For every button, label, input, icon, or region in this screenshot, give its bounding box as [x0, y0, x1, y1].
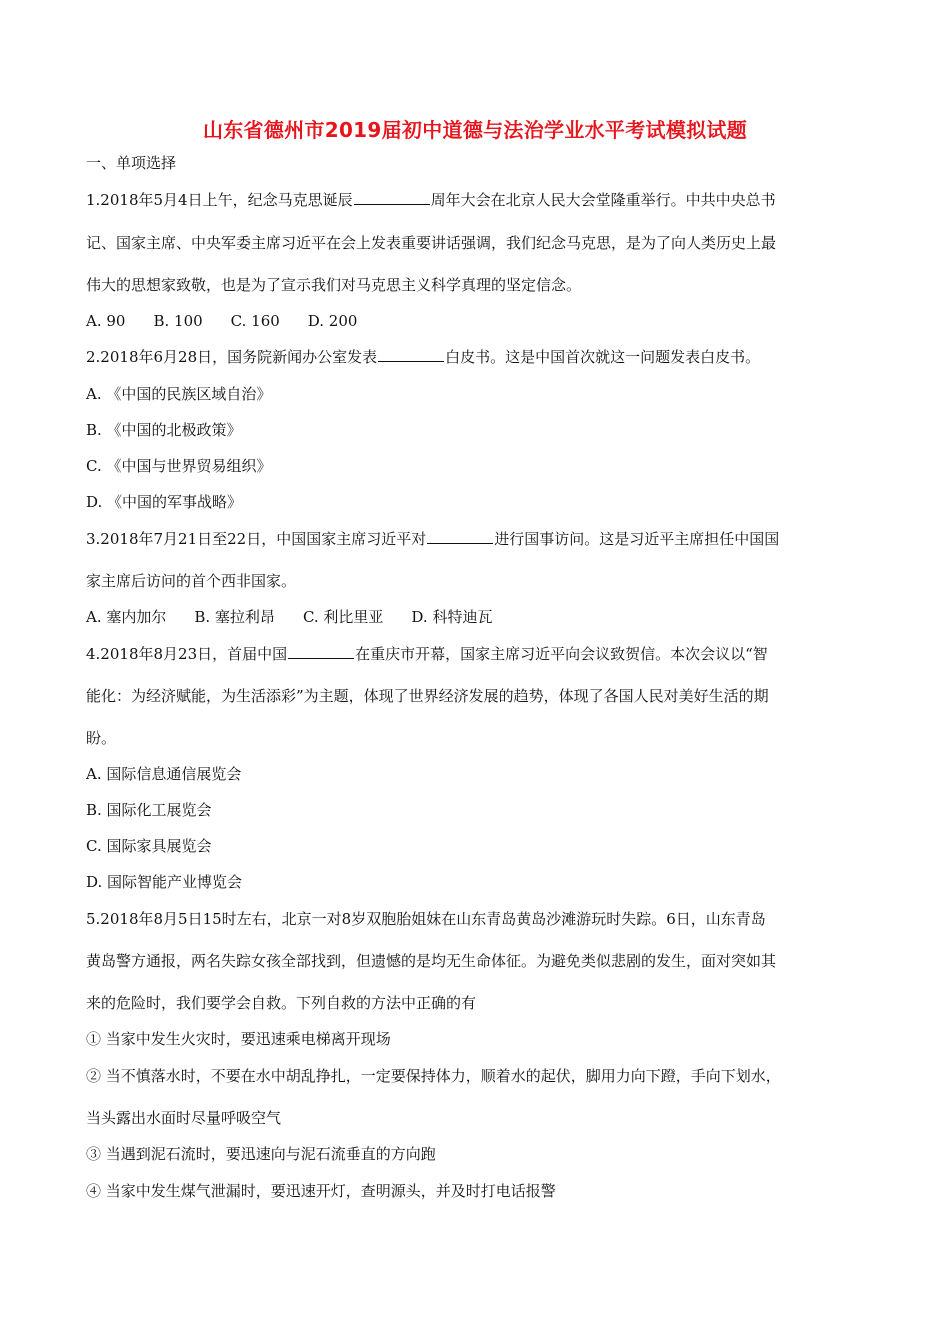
question-3-line-1: [86, 529, 866, 549]
question-3-option-b: B. 塞拉利昂: [194, 608, 275, 626]
question-5-item-1: ① 当家中发生火灾时，要迅速乘电梯离开现场: [86, 1030, 391, 1048]
question-1-text-post: 周年大会在北京人民大会堂隆重举行。中共中央总书: [430, 191, 776, 209]
question-3-line-2: 家主席后访问的首个西非国家。: [86, 572, 297, 590]
question-2-blank: [378, 347, 444, 362]
question-2-option-d: D. 《中国的军事战略》: [86, 493, 243, 511]
question-4-option-b: B. 国际化工展览会: [86, 801, 212, 819]
question-1-text-pre: 1.2018年5月4日上午，纪念马克思诞辰: [86, 191, 353, 209]
question-4-text-post: 在重庆市开幕，国家主席习近平向会议致贺信。本次会议以“智: [355, 645, 768, 663]
question-2-text-post: 白皮书。这是中国首次就这一问题发表白皮书。: [445, 348, 761, 366]
question-4-option-c: C. 国际家具展览会: [86, 837, 212, 855]
question-4-line-3: 盼。: [86, 729, 117, 747]
question-2-option-c: C. 《中国与世界贸易组织》: [86, 457, 272, 475]
question-5-item-4: ④ 当家中发生煤气泄漏时，要迅速开灯，查明源头，并及时打电话报警: [86, 1182, 556, 1200]
question-1-options: [86, 311, 866, 331]
section-heading: 一、单项选择: [86, 154, 177, 172]
question-1-line-2: 记、国家主席、中央军委主席习近平在会上发表重要讲话强调，我们纪念马克思，是为了向人类历史上最: [86, 234, 777, 252]
question-5-line-2: 黄岛警方通报，两名失踪女孩全部找到，但遗憾的是均无生命体征。为避免类似悲剧的发生，面对突如其: [86, 952, 777, 970]
question-5-line-3: 来的危险时，我们要学会自救。下列自救的方法中正确的有: [86, 994, 477, 1012]
question-4-blank: [288, 644, 354, 659]
question-3-option-c: C. 利比里亚: [302, 608, 384, 626]
question-1-line-1: [86, 190, 866, 210]
question-2-option-a: A. 《中国的民族区域自治》: [86, 385, 272, 403]
question-2-option-b: B. 《中国的北极政策》: [86, 421, 242, 439]
question-1-option-b: B. 100: [153, 312, 203, 330]
question-1-option-a: A. 90: [86, 312, 126, 330]
question-3-option-d: D. 科特迪瓦: [411, 608, 493, 626]
question-5-item-3: ③ 当遇到泥石流时，要迅速向与泥石流垂直的方向跑: [86, 1145, 436, 1163]
question-1-option-d: D. 200: [307, 312, 358, 330]
question-4-text-pre: 4.2018年8月23日，首届中国: [86, 645, 288, 663]
question-4-option-a: A. 国际信息通信展览会: [86, 765, 242, 783]
question-4-line-1: [86, 644, 866, 664]
question-2-line-1: [86, 347, 866, 367]
question-3-options: [86, 607, 866, 627]
question-3-text-pre: 3.2018年7月21日至22日，中国国家主席习近平对: [86, 530, 427, 548]
page-title: 山东省德州市2019届初中道德与法治学业水平考试模拟试题: [202, 118, 748, 142]
question-3-blank: [427, 529, 493, 544]
question-1-option-c: C. 160: [230, 312, 280, 330]
question-5-item-2: ② 当不慎落水时，不要在水中胡乱挣扎，一定要保持体力，顺着水的起伏，脚用力向下蹬，手向下划水，: [86, 1067, 781, 1085]
question-1-line-3: 伟大的思想家致敬，也是为了宣示我们对马克思主义科学真理的坚定信念。: [86, 276, 582, 294]
question-3-text-post: 进行国事访问。这是习近平主席担任中国国: [494, 530, 780, 548]
question-1-blank: [354, 190, 430, 205]
question-2-text-pre: 2.2018年6月28日，国务院新闻办公室发表: [86, 348, 378, 366]
question-4-line-2: 能化：为经济赋能，为生活添彩”为主题，体现了世界经济发展的趋势，体现了各国人民对美好生活的期: [86, 687, 769, 705]
question-4-option-d: D. 国际智能产业博览会: [86, 873, 243, 891]
question-3-option-a: A. 塞内加尔: [86, 608, 167, 626]
question-5-line-1: 5.2018年8月5日15时左右，北京一对8岁双胞胎姐妹在山东青岛黄岛沙滩游玩时失踪。6日，山东青岛: [86, 910, 766, 928]
question-5-item-2-continued: 当头露出水面时尽量呼吸空气: [86, 1109, 282, 1127]
